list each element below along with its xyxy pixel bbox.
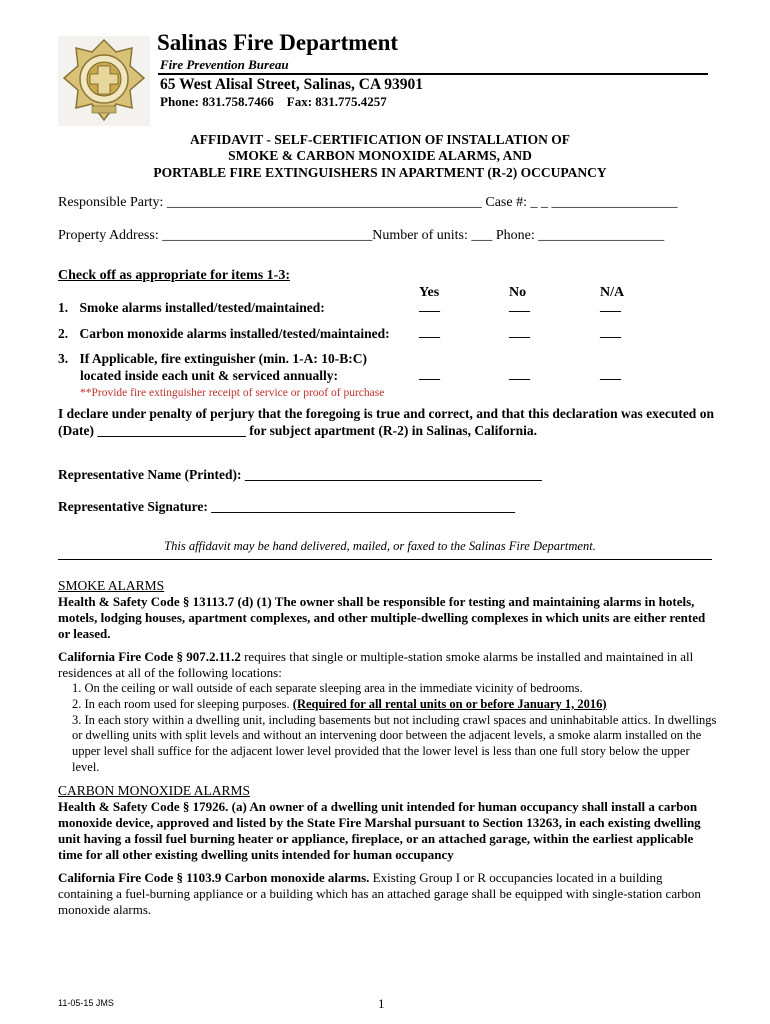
item-text: If Applicable, fire extinguisher (min. 1-A: 10-B:C) <box>79 351 367 366</box>
item-1-na-blank[interactable]: ___ <box>600 299 621 314</box>
co-alarms-hsc-paragraph: Health & Safety Code § 17926. (a) An owner of a dwelling unit intended for human occupancy shall install a carbon monoxide device, approved and listed by the State Fire Marshal pursuant to Section 13263, in each existing dwelling unit having a fossil fuel burning heater or appliance, fireplace, or an attached garage, within the earliest applicable time for all other existing dwelling units intended for human occupancy <box>58 799 701 862</box>
cfc-1103-text: Existing Group I or R occupancies located in a building containing a fuel-burning appliance or a building which has an attached garage shall be equipped with single-station carbon monoxide alarms. <box>58 870 701 917</box>
smoke-alarm-locations-list <box>58 681 718 776</box>
item-text: Carbon monoxide alarms installed/tested/maintained: <box>79 326 390 341</box>
bureau-name: Fire Prevention Bureau <box>160 57 289 72</box>
smoke-alarms-heading: SMOKE ALARMS <box>58 578 165 593</box>
item-1-yes-blank[interactable]: ___ <box>419 299 440 314</box>
property-address-field[interactable]: Property Address: ______________________________Number of units: ___ Phone: __________________ <box>58 228 665 243</box>
perjury-declaration <box>58 405 718 439</box>
affidavit-title-line-3: PORTABLE FIRE EXTINGUISHERS IN APARTMENT (R-2) OCCUPANCY <box>153 165 607 180</box>
item-2-na-blank[interactable]: ___ <box>600 325 621 340</box>
affidavit-title-line-2: SMOKE & CARBON MONOXIDE ALARMS, AND <box>228 148 532 163</box>
cfc-1103-label: California Fire Code § 1103.9 Carbon monoxide alarms. <box>58 870 370 885</box>
item-1-no-blank[interactable]: ___ <box>509 299 530 314</box>
location-2-text: 2. In each room used for sleeping purposes. <box>72 696 293 711</box>
checklist-heading: Check off as appropriate for items 1-3: <box>58 268 291 283</box>
location-3: 3. In each story within a dwelling unit, including basements but not including crawl spaces and uninhabitable attics. In dwellings or dwelling units with split levels and without an intervening door between the adjacent levels, a smoke alarm installed on the upper level shall suffice for the adjacent lower level provided that the lower level is less than one full story below the upper level. <box>72 712 717 774</box>
item-number: 3. <box>58 351 69 366</box>
cfc-907-text: requires that single or multiple-station smoke alarms be installed and maintained in all residences at all of the following locations: <box>58 649 694 680</box>
item-3-na-blank[interactable]: ___ <box>600 367 621 382</box>
salinas-fire-badge-logo <box>58 36 150 126</box>
item-text: Smoke alarms installed/tested/maintained: <box>79 300 325 315</box>
representative-name-field[interactable]: Representative Name (Printed): ____________________________________________ <box>58 467 542 482</box>
representative-signature-field[interactable]: Representative Signature: _____________________________________________ <box>58 499 515 514</box>
column-yes: Yes <box>419 285 440 300</box>
item-3-yes-blank[interactable]: ___ <box>419 367 440 382</box>
department-address: 65 West Alisal Street, Salinas, CA 93901 <box>160 76 423 93</box>
page-number: 1 <box>378 996 385 1011</box>
declaration-date-line[interactable]: (Date) ______________________ for subject apartment (R-2) in Salinas, California. <box>58 423 537 438</box>
department-name: Salinas Fire Department <box>157 30 399 55</box>
department-phone-fax: Phone: 831.758.7466 Fax: 831.775.4257 <box>160 94 387 109</box>
column-no: No <box>509 285 527 300</box>
item-2-no-blank[interactable]: ___ <box>509 325 530 340</box>
rental-requirement-note: (Required for all rental units on or before January 1, 2016) <box>292 696 607 711</box>
item-3-no-blank[interactable]: ___ <box>509 367 530 382</box>
column-na: N/A <box>600 285 625 300</box>
location-2 <box>58 697 718 713</box>
checklist-item-2 <box>58 326 390 342</box>
checklist-item-1 <box>58 300 325 316</box>
document-id: 11-05-15 JMS <box>58 998 114 1008</box>
extinguisher-receipt-note: **Provide fire extinguisher receipt of service or proof of purchase <box>80 387 385 399</box>
affidavit-title-line-1: AFFIDAVIT - SELF-CERTIFICATION OF INSTALLATION OF <box>190 132 570 147</box>
cfc-907-label: California Fire Code § 907.2.11.2 <box>58 649 241 664</box>
item-number: 1. <box>58 300 69 315</box>
co-alarms-cfc-paragraph <box>58 870 718 918</box>
responsible-party-field[interactable]: Responsible Party: _____________________________________________ Case #: _ _ __________________ <box>58 195 678 210</box>
checklist-item-3-continued: located inside each unit & serviced annually: <box>80 368 339 383</box>
co-alarms-heading: CARBON MONOXIDE ALARMS <box>58 783 251 798</box>
section-divider <box>58 559 712 560</box>
item-number: 2. <box>58 326 69 341</box>
declaration-line-1: I declare under penalty of perjury that the foregoing is true and correct, and that this declaration was executed on <box>58 406 714 421</box>
smoke-alarms-hsc-paragraph: Health & Safety Code § 13113.7 (d) (1) The owner shall be responsible for testing and maintaining alarms in hotels, motels, lodging houses, apartment complexes, and other multiple-dwelling complexes in which units are either rented or leased. <box>58 594 706 641</box>
location-1: 1. On the ceiling or wall outside of each separate sleeping area in the immediate vicinity of bedrooms. <box>72 681 583 695</box>
delivery-note: This affidavit may be hand delivered, mailed, or faxed to the Salinas Fire Department. <box>164 539 596 553</box>
smoke-alarms-cfc-paragraph <box>58 649 718 681</box>
item-2-yes-blank[interactable]: ___ <box>419 325 440 340</box>
checklist-item-3 <box>58 351 367 367</box>
header-rule <box>158 73 708 75</box>
